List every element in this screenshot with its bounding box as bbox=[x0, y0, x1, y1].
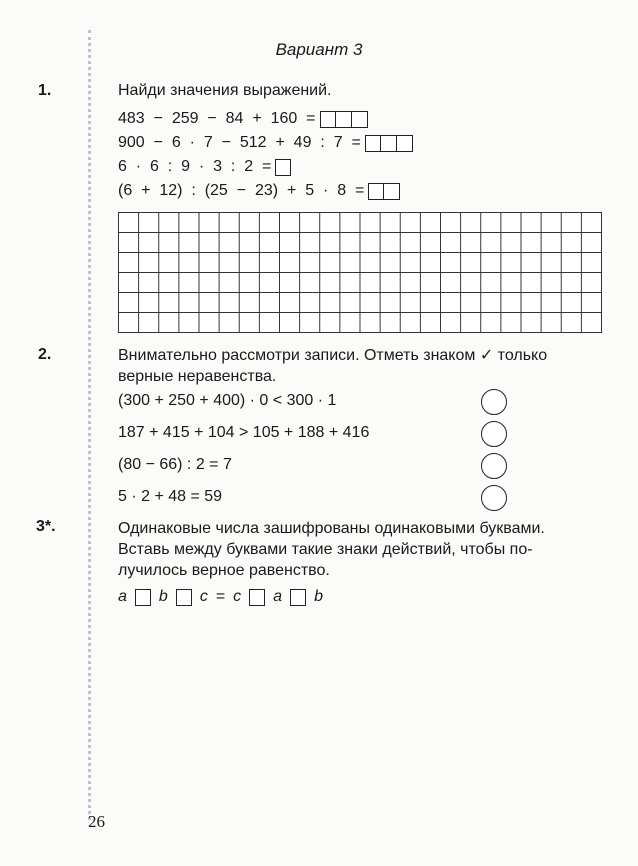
task2-expression-4: 5 · 2 + 48 = 59 bbox=[118, 488, 223, 505]
task3-text bbox=[118, 518, 608, 581]
sign-box[interactable] bbox=[290, 589, 306, 606]
letter-b: b bbox=[314, 588, 323, 605]
task1-number: 1. bbox=[38, 82, 52, 99]
answer-box[interactable] bbox=[275, 159, 291, 176]
page-number: 26 bbox=[88, 812, 105, 831]
letter-b: b bbox=[158, 588, 168, 605]
letter-c: c bbox=[199, 588, 208, 605]
letter-a: a bbox=[118, 588, 127, 605]
sign-box[interactable] bbox=[135, 589, 151, 606]
task2-instruction-line2: верные неравенства. bbox=[118, 368, 277, 385]
task2-expression-1: (300 + 250 + 400) · 0 < 300 · 1 bbox=[118, 392, 337, 409]
answer-box[interactable] bbox=[384, 183, 400, 200]
task1-expression-4 bbox=[118, 182, 400, 200]
check-circle-2[interactable] bbox=[481, 421, 507, 447]
letter-a: a bbox=[273, 588, 283, 605]
sign-box[interactable] bbox=[176, 589, 192, 606]
answer-box[interactable] bbox=[397, 135, 413, 152]
work-grid[interactable] bbox=[118, 212, 602, 333]
variant-title: Вариант 3 bbox=[275, 40, 363, 59]
check-circle-4[interactable] bbox=[481, 485, 507, 511]
task3-equation bbox=[118, 588, 323, 606]
task2-expression-3: (80 − 66) : 2 = 7 bbox=[118, 456, 232, 473]
task1-instruction: Найди значения выражений. bbox=[118, 82, 332, 99]
task2-number: 2. bbox=[38, 346, 52, 363]
check-circle-1[interactable] bbox=[481, 389, 507, 415]
answer-box[interactable] bbox=[336, 111, 352, 128]
answer-boxes[interactable] bbox=[275, 159, 291, 176]
answer-box[interactable] bbox=[368, 183, 384, 200]
dotted-margin-line bbox=[88, 30, 91, 820]
task1-expression-2 bbox=[118, 134, 413, 152]
task3-number: 3*. bbox=[36, 518, 56, 535]
answer-box[interactable] bbox=[365, 135, 381, 152]
task2-instruction-line1: Внимательно рассмотри записи. Отметь знаком ✓ только bbox=[118, 347, 548, 364]
expression-text: 900 − 6 · 7 − 512 + 49 : 7 = bbox=[118, 134, 361, 151]
check-circle-3[interactable] bbox=[481, 453, 507, 479]
letter-c: c bbox=[233, 588, 242, 605]
task3-line1: Одинаковые числа зашифрованы одинаковыми буквами. bbox=[118, 520, 545, 537]
task2-expression-2: 187 + 415 + 104 > 105 + 188 + 416 bbox=[118, 424, 370, 441]
task3-line3: лучилось верное равенство. bbox=[118, 562, 330, 579]
task1-expression-3 bbox=[118, 158, 291, 176]
answer-box[interactable] bbox=[381, 135, 397, 152]
expression-text: 6 · 6 : 9 · 3 : 2 = bbox=[118, 158, 272, 175]
answer-box[interactable] bbox=[352, 111, 368, 128]
expression-text: 483 − 259 − 84 + 160 = bbox=[118, 110, 316, 127]
answer-boxes[interactable] bbox=[368, 183, 400, 200]
answer-box[interactable] bbox=[320, 111, 336, 128]
sign-box[interactable] bbox=[249, 589, 265, 606]
equals-sign: = bbox=[215, 588, 226, 605]
task1-expression-1 bbox=[118, 110, 368, 128]
answer-boxes[interactable] bbox=[365, 135, 413, 152]
task2-instruction bbox=[118, 345, 608, 387]
expression-text: (6 + 12) : (25 − 23) + 5 · 8 = bbox=[118, 182, 365, 199]
answer-boxes[interactable] bbox=[320, 111, 368, 128]
task3-line2: Вставь между буквами такие знаки действий, чтобы по- bbox=[118, 541, 533, 558]
